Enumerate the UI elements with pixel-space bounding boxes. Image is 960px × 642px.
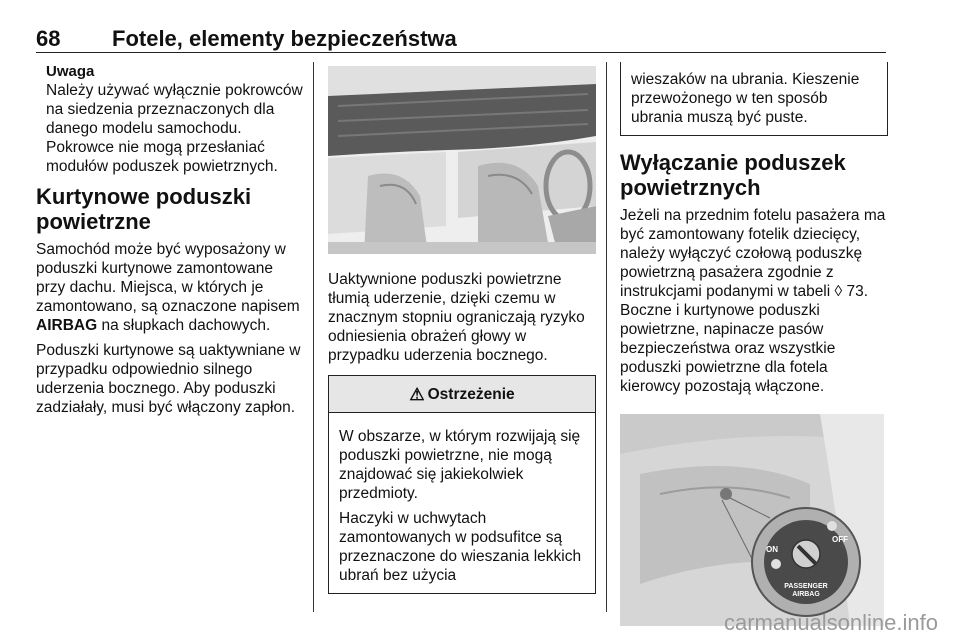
warning-icon: ⚠: [409, 384, 425, 404]
paragraph-curtain-2: Poduszki kurtynowe są uaktywniane w przypadku odpowiednio silnego uderzenia bocznego. Aby poduszki zadziałały, musi być włączony zapłon.: [36, 342, 301, 416]
paragraph-curtain-1: [36, 240, 306, 335]
page-number: 68: [36, 26, 61, 51]
warning-paragraph-1: W obszarze, w którym rozwijają się poduszki powietrzne, nie mogą znajdować się jakiekolwiek przedmioty.: [339, 428, 581, 502]
heading-curtain-airbags: Kurtynowe poduszki powietrzne: [36, 184, 252, 234]
curtain-airbag-illustration: [328, 66, 596, 254]
page-header: [36, 26, 886, 53]
heading-airbag-deactivation: Wyłączanie poduszek powietrznych: [620, 150, 846, 200]
airbag-label: AIRBAG: [36, 317, 98, 334]
note-text: Należy używać wyłącznie pokrowców na siedzenia przeznaczonych dla danego modelu samochodu. Pokrowce nie mogą przesłaniać modułów poduszek powietrznych.: [46, 82, 303, 175]
warning-continuation-text: wieszaków na ubrania. Kieszenie przewożonego w ten sposób ubrania muszą być puste.: [631, 71, 860, 126]
warning-header: [329, 376, 595, 413]
paragraph-deactivation: Jeżeli na przednim fotelu pasażera ma być zamontowany fotelik dziecięcy, należy wyłączyć czołową poduszkę powietrzną pasażera zgodnie z instrukcjami podanymi w tabeli ◊ 73. Boczne i kurtynowe poduszki powietrzne, napinacze pasów bezpieczeństwa oraz wszystkie poduszki powietrzne dla fotela kierowcy pozostają włączone.: [620, 207, 886, 395]
column-2: [328, 62, 596, 594]
warning-body: [329, 413, 595, 593]
note-block: [36, 62, 306, 176]
column-divider-1: [313, 62, 314, 612]
switch-on-label: ON: [766, 545, 778, 554]
paragraph-curtain-1-a: Samochód może być wyposażony w poduszki kurtynowe zamontowane przy dachu. Miejsca, w których je zamontowano, są oznaczone napisem: [36, 241, 300, 315]
section-title: Fotele, elementy bezpieczeństwa: [112, 26, 457, 51]
column-3: [620, 62, 888, 626]
warning-box: [328, 375, 596, 594]
airbag-off-icon: [827, 521, 837, 531]
note-title: Uwaga: [46, 63, 95, 80]
watermark: carmanualsonline.info: [723, 610, 938, 635]
figure-caption: Uaktywnione poduszki powietrzne tłumią uderzenie, dzięki czemu w znacznym stopniu ograniczają ryzyko odniesienia obrażeń głowy w przypadku uderzenia bocznego.: [328, 271, 585, 364]
paragraph-curtain-1-b: na słupkach dachowych.: [97, 317, 271, 334]
warning-paragraph-2: Haczyki w uchwytach zamontowanych w podsufitce są przeznaczone do wieszania lekkich ubrań bez użycia: [339, 510, 582, 584]
warning-continuation-box: [620, 62, 888, 136]
switch-label-airbag: AIRBAG: [792, 591, 820, 598]
column-divider-2: [606, 62, 607, 612]
airbag-switch-illustration: [620, 414, 884, 626]
switch-off-label: OFF: [832, 535, 848, 544]
warning-title: Ostrzeżenie: [427, 385, 515, 403]
switch-label-passenger: PASSENGER: [784, 583, 828, 590]
column-1: [36, 62, 306, 423]
airbag-on-icon: [771, 559, 781, 569]
